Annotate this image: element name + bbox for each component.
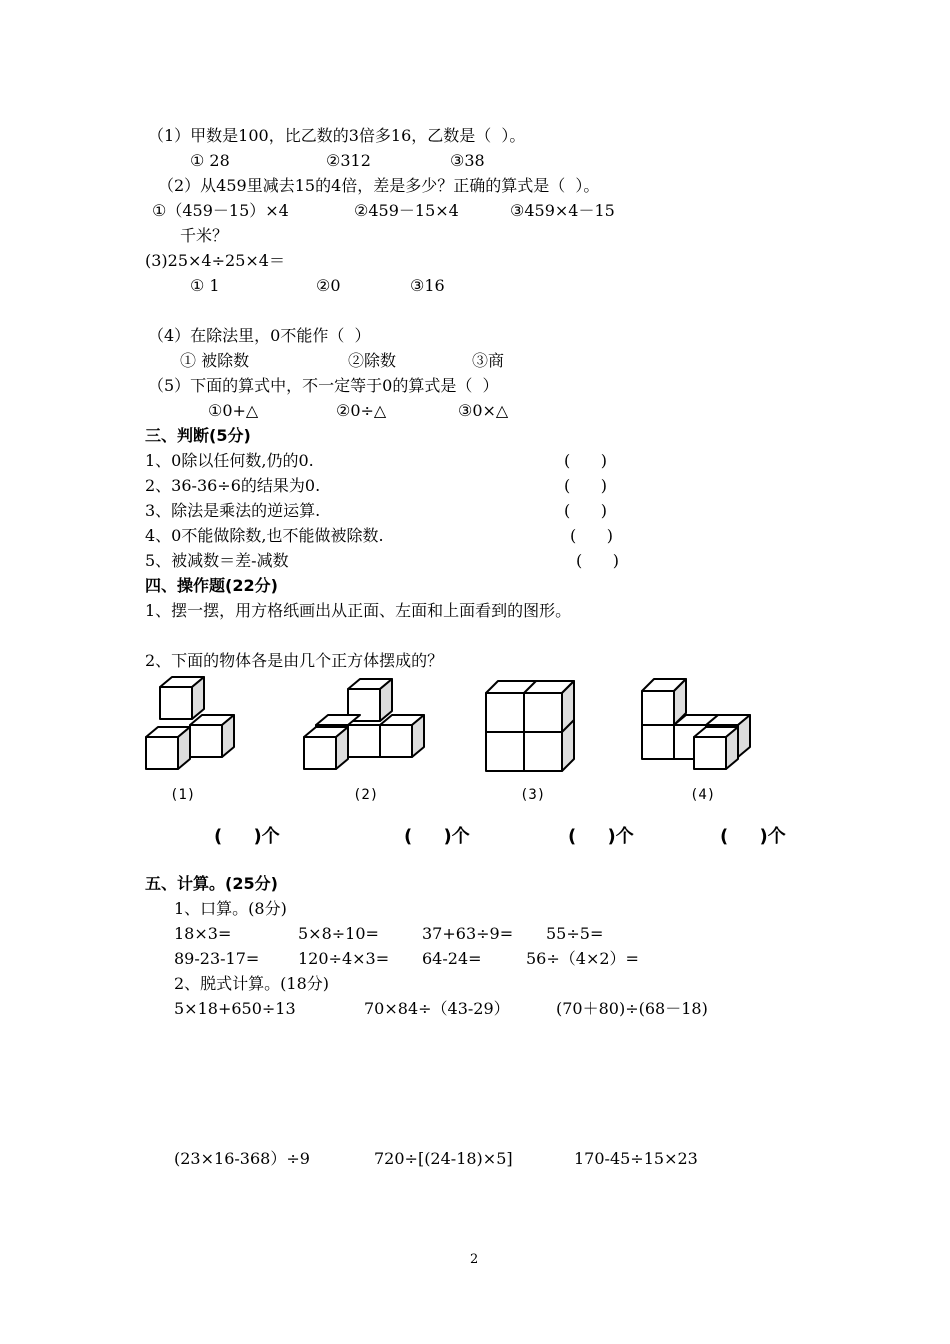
judge-item-3: 3、除法是乘法的逆运算.: [145, 501, 321, 520]
q4-option-2: ②除数: [348, 351, 397, 370]
figure-caption-2: (2): [353, 787, 379, 803]
q2-stem: （2）从459里减去15的4倍，差是多少？正确的算式是（ ）。: [158, 176, 600, 195]
q2-extra-text: 千米？: [180, 226, 229, 245]
q4-option-1: ① 被除数: [180, 351, 250, 370]
operate-item-2: 2、下面的物体各是由几个正方体摆成的？: [145, 651, 444, 670]
cube-figure-3: [480, 675, 580, 775]
q3-option-3: ③16: [410, 276, 445, 295]
q1-stem: （1）甲数是100，比乙数的3倍多16，乙数是（ ）。: [148, 126, 526, 145]
cube-figure-2: [298, 675, 433, 775]
step-item: 70×84÷（43-29）: [364, 999, 510, 1018]
judge-item-4: 4、0不能做除数,也不能做被除数.: [145, 526, 384, 545]
judge-item-5: 5、被减数＝差-减数: [145, 551, 289, 570]
oral-item: 64-24=: [422, 949, 482, 968]
page-number: 2: [470, 1252, 479, 1267]
step-item: (70＋80)÷(68－18): [556, 999, 708, 1018]
oral-item: 55÷5=: [546, 924, 604, 943]
oral-calc-title: 1、口算。(8分): [174, 899, 287, 918]
q4-option-3: ③商: [472, 351, 505, 370]
judge-paren-5: ( ): [576, 551, 619, 570]
judge-paren-3: ( ): [564, 501, 607, 520]
calc-heading: 五、计算。(25分): [145, 874, 278, 893]
oral-item: 56÷（4×2）=: [526, 949, 639, 968]
q1-option-3: ③38: [450, 151, 485, 170]
cube-figure-4: [636, 675, 756, 775]
answer-blank-4[interactable]: ( )个: [720, 826, 786, 847]
q5-option-3: ③0×△: [458, 401, 509, 420]
step-item: 5×18+650÷13: [174, 999, 296, 1018]
answer-blank-2[interactable]: ( )个: [404, 826, 470, 847]
q3-option-1: ① 1: [190, 276, 220, 295]
judge-item-1: 1、0除以任何数,仍的0.: [145, 451, 314, 470]
figure-caption-1: (1): [170, 787, 196, 803]
answer-blank-3[interactable]: ( )个: [568, 826, 634, 847]
step-item: 170-45÷15×23: [574, 1149, 698, 1168]
oral-item: 37+63÷9=: [422, 924, 514, 943]
judge-paren-4: ( ): [570, 526, 613, 545]
q2-option-2: ②459－15×4: [354, 201, 459, 220]
oral-item: 89-23-17=: [174, 949, 260, 968]
oral-item: 18×3=: [174, 924, 232, 943]
judge-heading: 三、判断(5分): [145, 426, 251, 445]
q1-option-1: ① 28: [190, 151, 230, 170]
judge-paren-2: ( ): [564, 476, 607, 495]
figure-caption-4: (4): [690, 787, 716, 803]
judge-item-2: 2、36-36÷6的结果为0.: [145, 476, 321, 495]
oral-item: 5×8÷10=: [298, 924, 379, 943]
q5-stem: （5）下面的算式中，不一定等于0的算式是（ ）: [148, 376, 499, 395]
cube-figure-1: [140, 675, 240, 775]
step-calc-title: 2、脱式计算。(18分): [174, 974, 330, 993]
operate-item-1: 1、摆一摆，用方格纸画出从正面、左面和上面看到的图形。: [145, 601, 572, 620]
step-item: (23×16-368）÷9: [174, 1149, 310, 1168]
q5-option-2: ②0÷△: [336, 401, 387, 420]
oral-item: 120÷4×3=: [298, 949, 390, 968]
q3-stem: (3)25×4÷25×4＝: [145, 251, 285, 270]
q2-option-1: ①（459－15）×4: [152, 201, 289, 220]
q1-option-2: ②312: [326, 151, 371, 170]
step-item: 720÷[(24-18)×5]: [374, 1149, 513, 1168]
answer-blank-1[interactable]: ( )个: [214, 826, 280, 847]
operate-heading: 四、操作题(22分): [145, 576, 278, 595]
judge-paren-1: ( ): [564, 451, 607, 470]
q3-option-2: ②0: [316, 276, 341, 295]
q4-stem: （4）在除法里，0不能作（ ）: [148, 326, 371, 345]
figure-caption-3: (3): [520, 787, 546, 803]
q5-option-1: ①0+△: [208, 401, 259, 420]
q2-option-3: ③459×4－15: [510, 201, 615, 220]
